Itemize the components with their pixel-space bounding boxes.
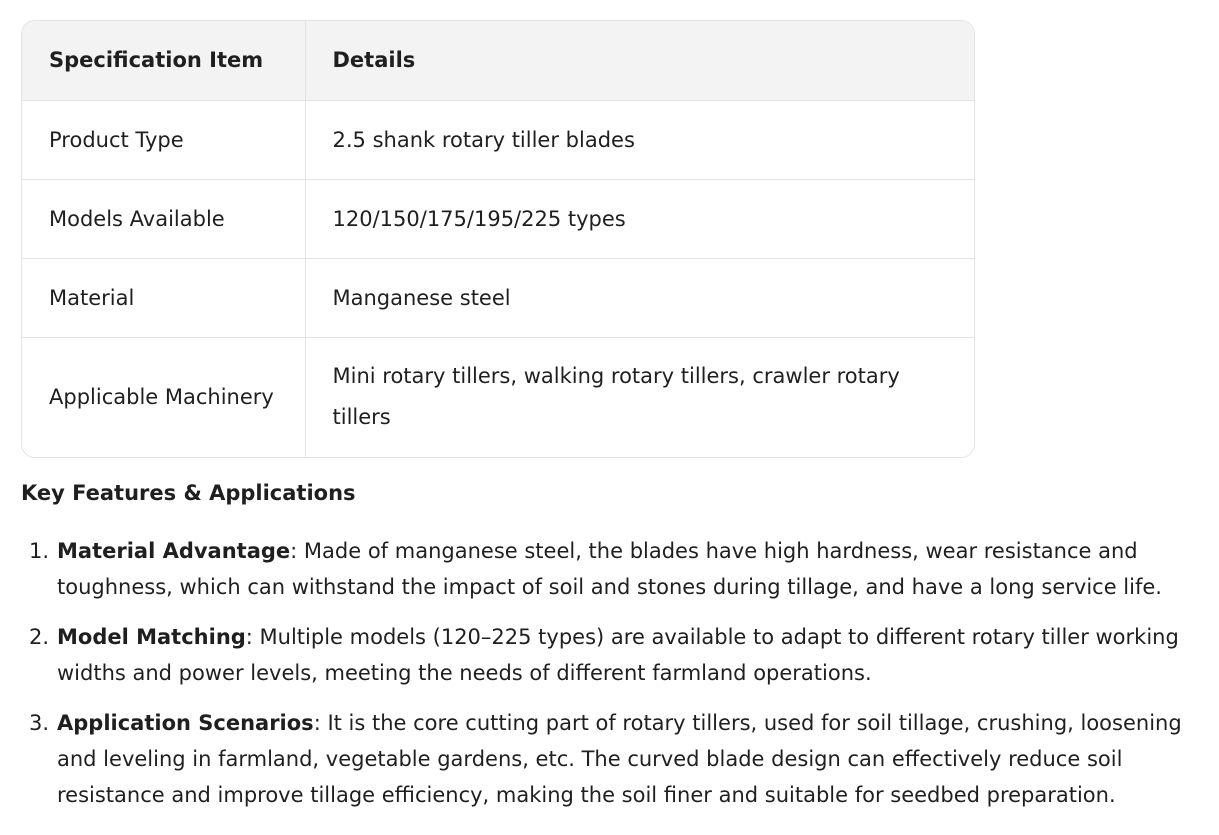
column-header-spec-item: Specification Item xyxy=(22,21,305,100)
column-header-details: Details xyxy=(305,21,974,100)
list-item xyxy=(21,533,1213,605)
details-cell: Mini rotary tillers, walking rotary tillers, crawler rotary tillers xyxy=(332,364,900,430)
table-row xyxy=(22,179,974,258)
feature-description: : Made of manganese steel, the blades have high hardness, wear resistance and toughness, which can withstand the impact of soil and stones during tillage, and have a long service life. xyxy=(57,539,1162,599)
spec-item-cell: Applicable Machinery xyxy=(22,337,305,457)
details-cell: Manganese steel xyxy=(305,258,974,337)
feature-label: Application Scenarios xyxy=(57,711,314,735)
spec-item-cell: Material xyxy=(22,258,305,337)
feature-description: : Multiple models (120–225 types) are available to adapt to different rotary tiller working widths and power levels, meeting the needs of different farmland operations. xyxy=(57,625,1179,685)
list-item-number: 1. xyxy=(29,539,50,563)
spec-item-cell: Models Available xyxy=(22,179,305,258)
feature-label: Material Advantage xyxy=(57,539,291,563)
table-row xyxy=(22,258,974,337)
features-list xyxy=(21,533,1213,827)
feature-description: : It is the core cutting part of rotary tillers, used for soil tillage, crushing, loosening and leveling in farmland, vegetable gardens, etc. The curved blade design can effectively reduce soil resistance and improve tillage efficiency, making the soil finer and suitable for seedbed preparation. xyxy=(57,711,1182,807)
table-row xyxy=(22,100,974,179)
list-item xyxy=(21,619,1213,691)
table-row xyxy=(22,337,974,457)
spec-table-grid xyxy=(22,21,974,457)
list-item xyxy=(21,705,1213,813)
table-header-row xyxy=(22,21,974,100)
spec-table xyxy=(21,20,975,458)
feature-label: Model Matching xyxy=(57,625,246,649)
section-heading: Key Features & Applications xyxy=(21,481,356,505)
details-cell: 2.5 shank rotary tiller blades xyxy=(305,100,974,179)
spec-item-cell: Product Type xyxy=(22,100,305,179)
list-item-number: 3. xyxy=(29,711,50,735)
list-item-number: 2. xyxy=(29,625,50,649)
details-cell: 120/150/175/195/225 types xyxy=(305,179,974,258)
